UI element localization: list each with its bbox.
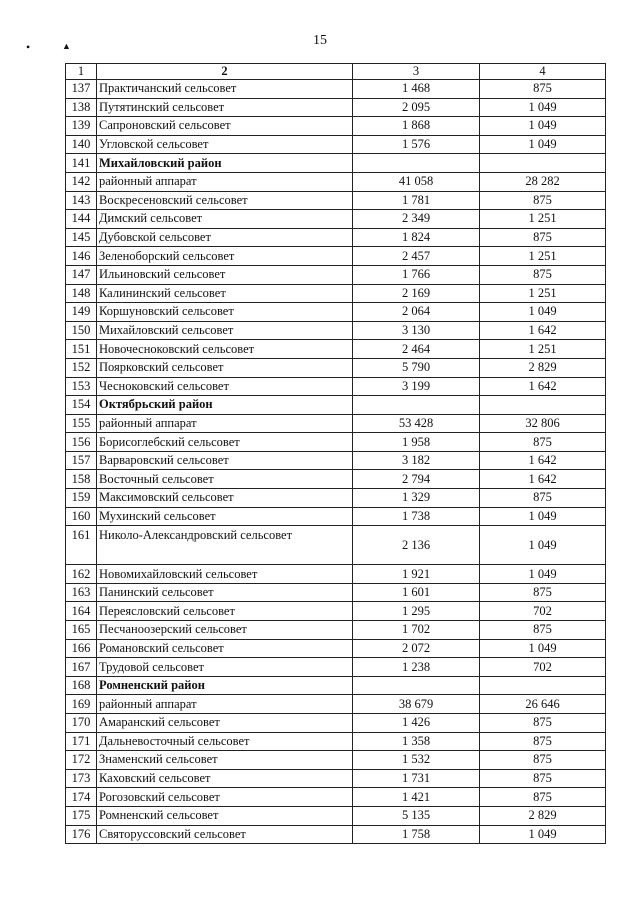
value-column-4: 875 [480, 489, 606, 508]
table-row [66, 117, 606, 136]
municipality-name: Михайловский сельсовет [97, 321, 353, 340]
row-number: 143 [66, 191, 97, 210]
district-name: Михайловский район [97, 154, 353, 173]
value-column-3: 1 702 [353, 621, 480, 640]
table-row [66, 80, 606, 99]
municipality-name: Дальневосточный сельсовет [97, 732, 353, 751]
page-number: 15 [313, 33, 327, 48]
municipality-name: Ромненский сельсовет [97, 806, 353, 825]
row-number: 171 [66, 732, 97, 751]
value-column-3: 1 295 [353, 602, 480, 621]
value-column-3 [353, 154, 480, 173]
municipality-name: Новомихайловский сельсовет [97, 565, 353, 584]
value-column-4: 875 [480, 228, 606, 247]
row-number: 157 [66, 451, 97, 470]
table-row [66, 695, 606, 714]
table-row [66, 303, 606, 322]
value-column-3: 1 766 [353, 265, 480, 284]
municipality-name: Угловской сельсовет [97, 135, 353, 154]
value-column-3: 3 199 [353, 377, 480, 396]
row-number: 164 [66, 602, 97, 621]
table-row [66, 621, 606, 640]
row-number: 154 [66, 396, 97, 415]
value-column-3: 1 758 [353, 825, 480, 844]
value-column-4: 875 [480, 80, 606, 99]
district-row [66, 676, 606, 695]
municipality-name: Романовский сельсовет [97, 639, 353, 658]
municipality-name: Коршуновский сельсовет [97, 303, 353, 322]
municipality-name: Восточный сельсовет [97, 470, 353, 489]
row-number: 175 [66, 806, 97, 825]
row-number: 169 [66, 695, 97, 714]
row-number: 162 [66, 565, 97, 584]
value-column-3: 1 958 [353, 433, 480, 452]
value-column-3: 1 238 [353, 658, 480, 677]
value-column-4: 1 049 [480, 565, 606, 584]
row-number: 140 [66, 135, 97, 154]
value-column-4: 1 642 [480, 470, 606, 489]
row-number: 141 [66, 154, 97, 173]
row-number: 153 [66, 377, 97, 396]
value-column-4: 875 [480, 714, 606, 733]
value-column-4: 1 049 [480, 98, 606, 117]
table-row [66, 769, 606, 788]
municipality-name: Ильиновский сельсовет [97, 265, 353, 284]
table-row [66, 172, 606, 191]
value-column-3: 1 468 [353, 80, 480, 99]
municipality-name: Амаранский сельсовет [97, 714, 353, 733]
value-column-3: 3 130 [353, 321, 480, 340]
table-row [66, 191, 606, 210]
row-number: 151 [66, 340, 97, 359]
municipality-name: Знаменский сельсовет [97, 751, 353, 770]
value-column-4: 2 829 [480, 806, 606, 825]
value-column-4 [480, 154, 606, 173]
value-column-3: 2 095 [353, 98, 480, 117]
row-number: 167 [66, 658, 97, 677]
value-column-3: 1 576 [353, 135, 480, 154]
table-row [66, 358, 606, 377]
table-row [66, 414, 606, 433]
value-column-3: 1 532 [353, 751, 480, 770]
row-number: 168 [66, 676, 97, 695]
municipality-name: Борисоглебский сельсовет [97, 433, 353, 452]
column-header-3: 3 [353, 64, 480, 80]
table-row [66, 210, 606, 229]
value-column-4: 1 642 [480, 377, 606, 396]
municipality-name: районный аппарат [97, 172, 353, 191]
value-column-3: 53 428 [353, 414, 480, 433]
table-row [66, 714, 606, 733]
value-column-4: 1 642 [480, 451, 606, 470]
municipality-name: Зеленоборский сельсовет [97, 247, 353, 266]
table-row [66, 321, 606, 340]
table-row [66, 228, 606, 247]
municipality-name: Трудовой сельсовет [97, 658, 353, 677]
table-row [66, 451, 606, 470]
table-row [66, 507, 606, 526]
table-row [66, 639, 606, 658]
value-column-3: 2 064 [353, 303, 480, 322]
value-column-3: 2 349 [353, 210, 480, 229]
value-column-4: 1 049 [480, 526, 606, 565]
row-number: 174 [66, 788, 97, 807]
table-row [66, 751, 606, 770]
value-column-4: 32 806 [480, 414, 606, 433]
row-number: 148 [66, 284, 97, 303]
row-number: 152 [66, 358, 97, 377]
value-column-3: 1 358 [353, 732, 480, 751]
municipality-name: Мухинский сельсовет [97, 507, 353, 526]
row-number: 161 [66, 526, 97, 565]
table-row [66, 526, 606, 565]
value-column-4: 875 [480, 265, 606, 284]
row-number: 139 [66, 117, 97, 136]
column-header-2: 2 [97, 64, 353, 80]
value-column-3: 1 426 [353, 714, 480, 733]
table-row [66, 489, 606, 508]
table-row [66, 788, 606, 807]
row-number: 137 [66, 80, 97, 99]
value-column-3: 5 790 [353, 358, 480, 377]
municipality-name: Панинский сельсовет [97, 583, 353, 602]
budget-table [65, 63, 606, 844]
value-column-3: 1 738 [353, 507, 480, 526]
value-column-3: 2 136 [353, 526, 480, 565]
row-number: 159 [66, 489, 97, 508]
value-column-4: 2 829 [480, 358, 606, 377]
value-column-4 [480, 396, 606, 415]
row-number: 147 [66, 265, 97, 284]
value-column-4: 1 049 [480, 117, 606, 136]
row-number: 173 [66, 769, 97, 788]
row-number: 165 [66, 621, 97, 640]
municipality-name: Дубовской сельсовет [97, 228, 353, 247]
column-header-1: 1 [66, 64, 97, 80]
value-column-4: 1 642 [480, 321, 606, 340]
value-column-4: 1 049 [480, 303, 606, 322]
row-number: 145 [66, 228, 97, 247]
value-column-4: 875 [480, 788, 606, 807]
municipality-name: районный аппарат [97, 414, 353, 433]
district-name: Ромненский район [97, 676, 353, 695]
value-column-4: 28 282 [480, 172, 606, 191]
value-column-4: 1 251 [480, 284, 606, 303]
value-column-3 [353, 676, 480, 695]
value-column-3: 1 824 [353, 228, 480, 247]
value-column-4: 875 [480, 751, 606, 770]
value-column-3: 2 169 [353, 284, 480, 303]
table-header-row [66, 64, 606, 80]
row-number: 158 [66, 470, 97, 489]
table-row [66, 340, 606, 359]
value-column-4: 1 049 [480, 135, 606, 154]
row-number: 142 [66, 172, 97, 191]
district-row [66, 396, 606, 415]
municipality-name: Переясловский сельсовет [97, 602, 353, 621]
value-column-4: 875 [480, 433, 606, 452]
municipality-name: Димский сельсовет [97, 210, 353, 229]
row-number: 138 [66, 98, 97, 117]
value-column-3: 5 135 [353, 806, 480, 825]
municipality-name: Калининский сельсовет [97, 284, 353, 303]
municipality-name: Путятинский сельсовет [97, 98, 353, 117]
value-column-3: 1 781 [353, 191, 480, 210]
table-row [66, 98, 606, 117]
value-column-4 [480, 676, 606, 695]
row-number: 176 [66, 825, 97, 844]
value-column-4: 1 049 [480, 825, 606, 844]
table-row [66, 284, 606, 303]
value-column-3: 1 868 [353, 117, 480, 136]
municipality-name: Чесноковский сельсовет [97, 377, 353, 396]
row-number: 146 [66, 247, 97, 266]
value-column-3: 1 329 [353, 489, 480, 508]
value-column-4: 1 251 [480, 210, 606, 229]
district-row [66, 154, 606, 173]
table-row [66, 135, 606, 154]
value-column-3: 41 058 [353, 172, 480, 191]
municipality-name: Воскресеновский сельсовет [97, 191, 353, 210]
row-number: 155 [66, 414, 97, 433]
scan-speck: • [26, 40, 31, 54]
municipality-name: Максимовский сельсовет [97, 489, 353, 508]
value-column-3: 1 731 [353, 769, 480, 788]
value-column-4: 702 [480, 602, 606, 621]
value-column-4: 1 251 [480, 247, 606, 266]
value-column-3: 2 072 [353, 639, 480, 658]
row-number: 172 [66, 751, 97, 770]
value-column-3: 3 182 [353, 451, 480, 470]
municipality-name: Святоруссовский сельсовет [97, 825, 353, 844]
table-row [66, 265, 606, 284]
value-column-3: 2 457 [353, 247, 480, 266]
table-row [66, 825, 606, 844]
value-column-4: 875 [480, 732, 606, 751]
value-column-3: 1 421 [353, 788, 480, 807]
value-column-3 [353, 396, 480, 415]
value-column-3: 2 794 [353, 470, 480, 489]
municipality-name: Рогозовский сельсовет [97, 788, 353, 807]
value-column-3: 1 601 [353, 583, 480, 602]
table-row [66, 247, 606, 266]
table-row [66, 806, 606, 825]
row-number: 156 [66, 433, 97, 452]
scan-speck: ▲ [62, 41, 71, 51]
municipality-name: Практичанский сельсовет [97, 80, 353, 99]
table-row [66, 583, 606, 602]
row-number: 163 [66, 583, 97, 602]
value-column-4: 875 [480, 769, 606, 788]
table-row [66, 658, 606, 677]
value-column-4: 875 [480, 191, 606, 210]
municipality-name: Песчаноозерский сельсовет [97, 621, 353, 640]
value-column-4: 26 646 [480, 695, 606, 714]
column-header-4: 4 [480, 64, 606, 80]
table-row [66, 433, 606, 452]
value-column-4: 1 049 [480, 507, 606, 526]
municipality-name: Сапроновский сельсовет [97, 117, 353, 136]
municipality-name: Варваровский сельсовет [97, 451, 353, 470]
value-column-3: 2 464 [353, 340, 480, 359]
municipality-name: Новочесноковский сельсовет [97, 340, 353, 359]
table-row [66, 565, 606, 584]
value-column-4: 875 [480, 583, 606, 602]
row-number: 150 [66, 321, 97, 340]
row-number: 170 [66, 714, 97, 733]
value-column-4: 875 [480, 621, 606, 640]
table-row [66, 377, 606, 396]
municipality-name: Каховский сельсовет [97, 769, 353, 788]
table-row [66, 732, 606, 751]
value-column-4: 1 049 [480, 639, 606, 658]
table-row [66, 470, 606, 489]
municipality-name: районный аппарат [97, 695, 353, 714]
row-number: 160 [66, 507, 97, 526]
value-column-4: 1 251 [480, 340, 606, 359]
municipality-name: Николо-Александровский сельсовет [97, 526, 353, 565]
value-column-3: 1 921 [353, 565, 480, 584]
district-name: Октябрьский район [97, 396, 353, 415]
value-column-3: 38 679 [353, 695, 480, 714]
row-number: 144 [66, 210, 97, 229]
table-row [66, 602, 606, 621]
row-number: 149 [66, 303, 97, 322]
value-column-4: 702 [480, 658, 606, 677]
row-number: 166 [66, 639, 97, 658]
municipality-name: Поярковский сельсовет [97, 358, 353, 377]
table-body [66, 64, 606, 844]
